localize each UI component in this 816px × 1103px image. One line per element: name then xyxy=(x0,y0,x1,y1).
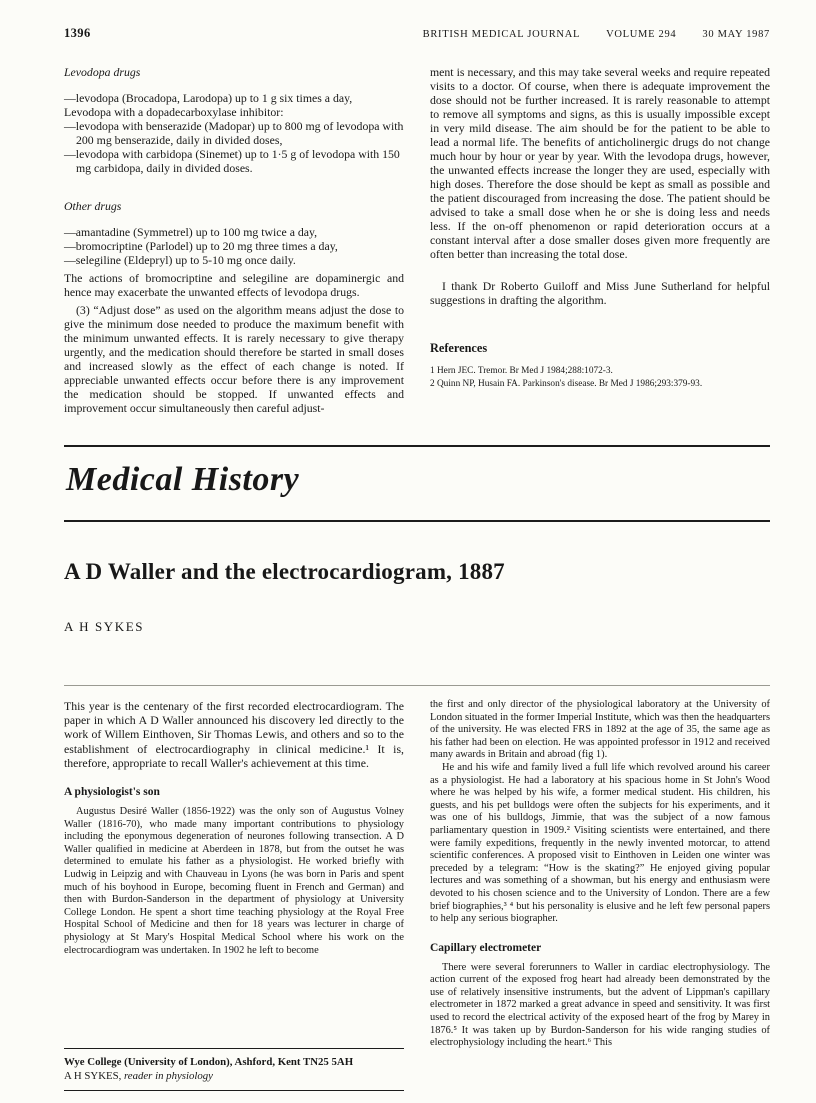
page-header xyxy=(64,26,770,41)
references-heading: References xyxy=(430,341,488,355)
top-right-column xyxy=(430,65,770,415)
author-affiliation xyxy=(64,1048,404,1091)
other-drugs-heading: Other drugs xyxy=(64,199,122,213)
page-number: 1396 xyxy=(64,26,91,40)
drug-list-item: —amantadine (Symmetrel) up to 100 mg twice a day, xyxy=(64,225,318,239)
medical-history-section-title: Medical History xyxy=(66,461,300,498)
levodopa-drug-list xyxy=(64,91,404,175)
article-divider xyxy=(64,685,770,686)
article-author: A H SYKES xyxy=(64,619,145,634)
affiliation-author-name: A H SYKES, xyxy=(64,1069,124,1082)
family-life-paragraph: He and his wife and family lived a full life which revolved around his career as a physiologist. He had a laboratory at his spacious home in St John's Wood where he was helped by his wife, a former medical student. His children, his guests, and his pet bulldogs were often the subjects for his experiments, and it was one of his bulldogs, Jimmie, that was the subject of a now famous parliamentary question in 1909.² Visiting scientists were entertained, and there were family expeditions, frequently in the newly invented motorcar, to attend scientific conferences. A proposed visit to Einthoven in Leiden one winter was preceded by a telegram: “How is the skating?” He enjoyed giving popular lectures and was something of a showman, but his energy and enthusiasm were devoted to his chosen science and to the University of London. There are a few brief biographies,³ ⁴ but his personality is elusive and he left few personal papers to help any serious biographer. xyxy=(430,761,770,925)
journal-date: 30 MAY 1987 xyxy=(702,29,770,40)
capillary-electrometer-heading: Capillary electrometer xyxy=(430,941,542,954)
biography-paragraph: Augustus Desiré Waller (1856-1922) was the only son of Augustus Volney Waller (1816-70), who made many important contributions to physiology including the eponymous degeneration of neurones following transection. A D Waller qualified in medicine at Aberdeen in 1878, but from the outset he was determined to emulate his father as a physiologist. He worked briefly with Ludwig in Leipzig and with Chauveau in Lyons (he was born in Paris and spent much of his boyhood in Europe, becoming fluent in French and German) and then with Burdon-Sanderson in the department of physiology at University College London. He spent a short time teaching physiology at the Royal Free Hospital School of Medicine and then for 18 years was lecturer in charge of physiology at St Mary's Hospital Medical School where his work on the electrocardiogram was undertaken. In 1902 he left to become xyxy=(64,806,404,956)
director-paragraph: the first and only director of the physiological laboratory at the University of London situated in the former Imperial Institute, which was then the headquarters of the university. He was elected FRS in 1892 at the age of 35, the same age as his father had been on election. He was appointed professor in 1912 and received many awards in Britain and abroad (fig 1). xyxy=(430,699,770,761)
drug-list-item: —levodopa with carbidopa (Sinemet) up to 1·5 g of levodopa with 150 mg carbidopa, daily in divided doses. xyxy=(64,147,400,175)
levodopa-drugs-heading: Levodopa drugs xyxy=(64,65,141,79)
article-body xyxy=(64,699,770,1091)
drug-treatment-section xyxy=(64,65,770,415)
drug-list-item: —selegiline (Eldepryl) up to 5-10 mg once daily. xyxy=(64,253,296,267)
article-left-column xyxy=(64,699,404,1091)
drug-list-item: —bromocriptine (Parlodel) up to 20 mg three times a day, xyxy=(64,239,338,253)
article-title: A D Waller and the electrocardiogram, 1887 xyxy=(64,559,505,584)
other-drug-list xyxy=(64,225,404,267)
affiliation-author-role: reader in physiology xyxy=(124,1069,213,1082)
continuation-paragraph: ment is necessary, and this may take several weeks and require repeated visits to a doctor. Of course, when there is adequate improvement the dose should not be further increased. It is rarely reasonable to attempt to remove all symptoms and signs, as this is usually impossible except in very mild disease. The aim should be for the patient to be able to lead a normal life. The benefits of anticholinergic drugs do not change much hour by hour or year by year. With the levodopa drugs, however, the unwanted effects increase the longer they are used, especially with high doses. Therefore the dose should be kept as small as possible and the patient discouraged from increasing the dose. The patient should be advised to take a small dose when he or she is doing less and needs less. If the on-off phenomenon or rapid deterioration occurs at a constant interval after a dose smaller doses given more frequently are often better than increasing the total dose. xyxy=(430,65,770,261)
reference-entry: 2 Quinn NP, Husain FA. Parkinson's disease. Br Med J 1986;293:379-93. xyxy=(430,378,703,389)
journal-volume: VOLUME 294 xyxy=(606,29,677,40)
affiliation-author-line xyxy=(64,1070,404,1084)
section-divider-bottom xyxy=(64,520,770,522)
top-left-column xyxy=(64,65,404,415)
physiologists-son-heading: A physiologist's son xyxy=(64,786,160,799)
acknowledgement-paragraph: I thank Dr Roberto Guiloff and Miss June Sutherland for helpful suggestions in drafting the algorithm. xyxy=(430,279,770,307)
journal-masthead xyxy=(423,29,770,40)
adjust-dose-paragraph: (3) “Adjust dose” as used on the algorithm means adjust the dose to give the minimum dose needed to produce the maximum benefit with the minimum unwanted effects. It is rarely necessary to give therapy urgently, and the medication should therefore be started in small doses and increased slowly as the effect of each change is noted. If appreciable unwanted effects occur before there is any improvement the medication should be stopped. If unwanted effects and improvement occur simultaneously then careful adjust- xyxy=(64,303,404,415)
drug-list-item: —levodopa (Brocadopa, Larodopa) up to 1 g six times a day, xyxy=(64,91,353,105)
drug-list-item: Levodopa with a dopadecarboxylase inhibitor: xyxy=(64,105,284,119)
reference-entry: 1 Hern JEC. Tremor. Br Med J 1984;288:1072-3. xyxy=(430,366,613,376)
electrometer-paragraph: There were several forerunners to Waller in cardiac electrophysiology. The action current of the exposed frog heart had already been demonstrated by the use of relatively insensitive instruments, but the advent of Lippman's capillary electrometer in 1872 marked a great advance in speed and sensitivity. It was first used to record the electrical activity of the exposed heart of the frog by Marey in 1876.⁵ It was taken up by Burdon-Sanderson for his wide ranging studies of electrophysiology including the heart.⁶ This xyxy=(430,961,770,1049)
journal-title: BRITISH MEDICAL JOURNAL xyxy=(422,29,581,40)
drug-list-item: —levodopa with benserazide (Madopar) up to 800 mg of levodopa with 200 mg benserazide, daily in divided doses, xyxy=(64,119,404,147)
affiliation-address: Wye College (University of London), Ashford, Kent TN25 5AH xyxy=(64,1056,354,1068)
article-right-column xyxy=(430,699,770,1091)
drug-actions-paragraph: The actions of bromocriptine and selegiline are dopaminergic and hence may exacerbate the unwanted effects of levodopa drugs. xyxy=(64,271,404,299)
article-intro-paragraph: This year is the centenary of the first recorded electrocardiogram. The paper in which A D Waller announced his discovery led directly to the work of Willem Einthoven, Sir Thomas Lewis, and others and so to the establishment of electrocardiography in clinical medicine.¹ It is, therefore, appropriate to recall Waller's achievement at this time. xyxy=(64,699,404,770)
